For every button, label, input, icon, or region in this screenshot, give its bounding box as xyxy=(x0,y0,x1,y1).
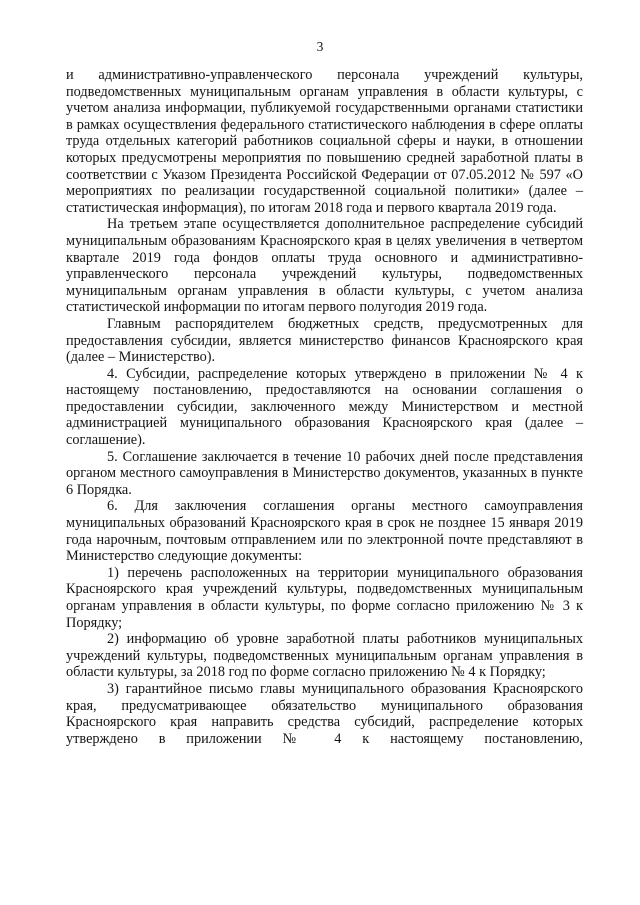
paragraph: Главным распорядителем бюджетных средств, предусмотренных для предоставления субсидии, является министерство финансов Красноярского края (далее – Министерство). xyxy=(66,315,583,366)
paragraph: 3) гарантийное письмо главы муниципального образования Красноярского края, предусматривающее обязательство муниципального образования Красноярского края направить средства субсидий, распределение которых утверждено в приложении № 4 к настоящему постановлению, xyxy=(66,680,583,747)
paragraph: На третьем этапе осуществляется дополнительное распределение субсидий муниципальным образованиям Красноярского края в целях увеличения в четвертом квартале 2019 года фондов оплаты труда основного и административно-управленческого персонала учреждений культуры, подведомственных муниципальным органам управления в области культуры, с учетом анализа статистической информации по итогам первого полугодия 2019 года. xyxy=(66,216,583,316)
paragraph: 2) информацию об уровне заработной платы работников муниципальных учреждений культуры, подведомственных муниципальным органам управления в области культуры, за 2018 год по форме согласно приложению № 4 к Порядку; xyxy=(66,631,583,681)
paragraph: 1) перечень расположенных на территории муниципального образования Красноярского края учреждений культуры, подведомственных муниципальным органам управления в области культуры, по форме согласно приложению № 3 к Порядку; xyxy=(66,564,583,631)
paragraph: 5. Соглашение заключается в течение 10 рабочих дней после представления органом местного самоуправления в Министерство документов, указанных в пункте 6 Порядка. xyxy=(66,448,583,498)
paragraph: и административно-управленческого персонала учреждений культуры, подведомственных муниципальным органам управления в области культуры, с учетом анализа информации, публикуемой государственными органами статистики в рамках осуществления федерального статистического наблюдения в сфере оплаты труда отдельных категорий работников социальной сферы и науки, в отношении которых предусмотрены мероприятия по повышению средней заработной платы в соответствии с Указом Президента Российской Федерации от 07.05.2012 № 597 «О мероприятиях по реализации государственной социальной политики» (далее – статистическая информация), по итогам 2018 года и первого квартала 2019 года. xyxy=(66,67,583,216)
paragraph: 6. Для заключения соглашения органы местного самоуправления муниципальных образований Красноярского края в срок не позднее 15 января 2019 года нарочным, почтовым отправлением или по электронной почте представляют в Министерство следующие документы: xyxy=(66,498,583,565)
page-number: 3 xyxy=(316,39,324,54)
paragraph: 4. Субсидии, распределение которых утверждено в приложении № 4 к настоящему постановлению, предоставляются на основании соглашения о предоставлении субсидии, заключенного между Министерством и местной администрацией муниципального образования Красноярского края (далее – соглашение). xyxy=(66,365,583,449)
document-body xyxy=(66,67,583,747)
